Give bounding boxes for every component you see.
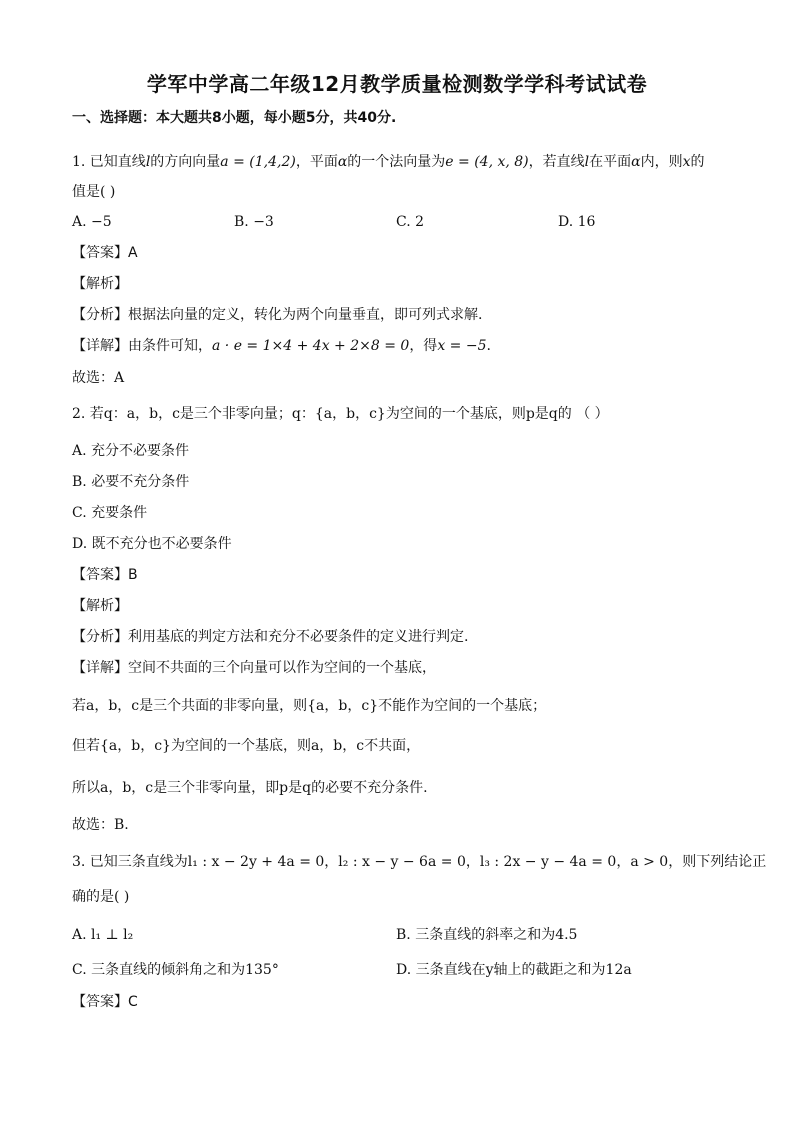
q2-stem: 2. 若q：a，b，c是三个非零向量；q：{a，b，c}为空间的一个基底，则p是q的 （ ） <box>72 406 609 422</box>
q1-detail-text: 【详解】由条件可知， <box>72 338 212 354</box>
q1-stem-part: ，平面 <box>295 154 338 170</box>
q1-option-c: C. 2 <box>396 214 425 230</box>
page-title: 学军中学高二年级12月教学质量检测数学学科考试试卷 <box>146 72 648 96</box>
q1-stem-part: 的方向向量 <box>150 154 221 170</box>
q3-stem-line2: 确的是( ) <box>72 889 130 905</box>
q2-analysis: 【分析】利用基底的判定方法和充分不必要条件的定义进行判定. <box>72 629 469 645</box>
q2-option-b: B. 必要不充分条件 <box>72 474 190 490</box>
q2-answer: 【答案】B <box>72 567 138 583</box>
q2-analysis-heading: 【解析】 <box>72 598 128 614</box>
q3-options-row2 <box>72 960 732 980</box>
q2-conclusion: 故选：B. <box>72 817 129 833</box>
q1-stem-part: 的 <box>690 154 705 170</box>
q1-answer: 【答案】A <box>72 245 138 261</box>
q3-stem-line1: 3. 已知三条直线为l₁ : x − 2y + 4a = 0，l₂ : x − y − 6a = 0，l₃ : 2x − y − 4a = 0，a > 0，则下列结论正 <box>72 854 767 870</box>
q3-option-d: D. 三条直线在y轴上的截距之和为12a <box>396 962 632 978</box>
q1-stem-part: 1. 已知直线 <box>72 154 146 170</box>
q1-stem-line2: 值是( ) <box>72 184 116 200</box>
q1-vector-e: e = (4, x, 8) <box>445 154 529 170</box>
q1-vector-a: a = (1,4,2) <box>220 154 296 170</box>
q1-analysis-heading: 【解析】 <box>72 276 128 292</box>
q1-stem-part: ，若直线 <box>528 154 585 170</box>
q1-stem-part: 的一个法向量为 <box>347 154 446 170</box>
q1-stem-part: 内，则 <box>640 154 683 170</box>
q1-analysis: 【分析】根据法向量的定义，转化为两个向量垂直，即可列式求解. <box>72 307 483 323</box>
q3-answer: 【答案】C <box>72 994 138 1010</box>
q1-detail <box>72 336 732 356</box>
q1-var-x: x <box>682 154 691 170</box>
q2-detail-4: 所以a，b，c是三个非零向量，即p是q的必要不充分条件. <box>72 780 428 796</box>
section-heading: 一、选择题：本大题共8小题，每小题5分，共40分. <box>72 110 397 126</box>
q1-options <box>72 212 732 232</box>
q2-option-d: D. 既不充分也不必要条件 <box>72 536 232 552</box>
q3-option-a: A. l₁ ⊥ l₂ <box>72 927 134 943</box>
q1-option-b: B. −3 <box>234 214 274 230</box>
q3-options-row1 <box>72 925 732 945</box>
q2-option-a: A. 充分不必要条件 <box>72 443 190 459</box>
q3-option-c: C. 三条直线的倾斜角之和为135° <box>72 962 279 978</box>
q1-plane-alpha: α <box>337 154 348 170</box>
q1-option-d: D. 16 <box>558 214 596 230</box>
q1-detail-result: x = −5 <box>437 338 487 354</box>
q1-option-a: A. −5 <box>72 214 112 230</box>
q1-detail-text: ，得 <box>409 338 438 354</box>
q1-stem-part: 在平面 <box>589 154 632 170</box>
q1-detail-text: . <box>486 338 491 354</box>
q2-detail-1: 【详解】空间不共面的三个向量可以作为空间的一个基底， <box>72 660 436 676</box>
q3-option-b: B. 三条直线的斜率之和为4.5 <box>396 927 578 943</box>
q1-stem-line1 <box>72 152 732 172</box>
q1-line-l: l <box>145 154 151 170</box>
q2-option-c: C. 充要条件 <box>72 505 148 521</box>
q1-detail-equation: a · e = 1×4 + 4x + 2×8 = 0 <box>212 338 410 354</box>
q2-detail-3: 但若{a，b，c}为空间的一个基底，则a，b，c不共面， <box>72 738 421 754</box>
q1-line-l: l <box>584 154 590 170</box>
q1-plane-alpha: α <box>631 154 641 170</box>
q2-detail-2: 若a，b，c是三个共面的非零向量，则{a，b，c}不能作为空间的一个基底； <box>72 698 547 714</box>
q1-conclusion: 故选：A <box>72 370 125 386</box>
